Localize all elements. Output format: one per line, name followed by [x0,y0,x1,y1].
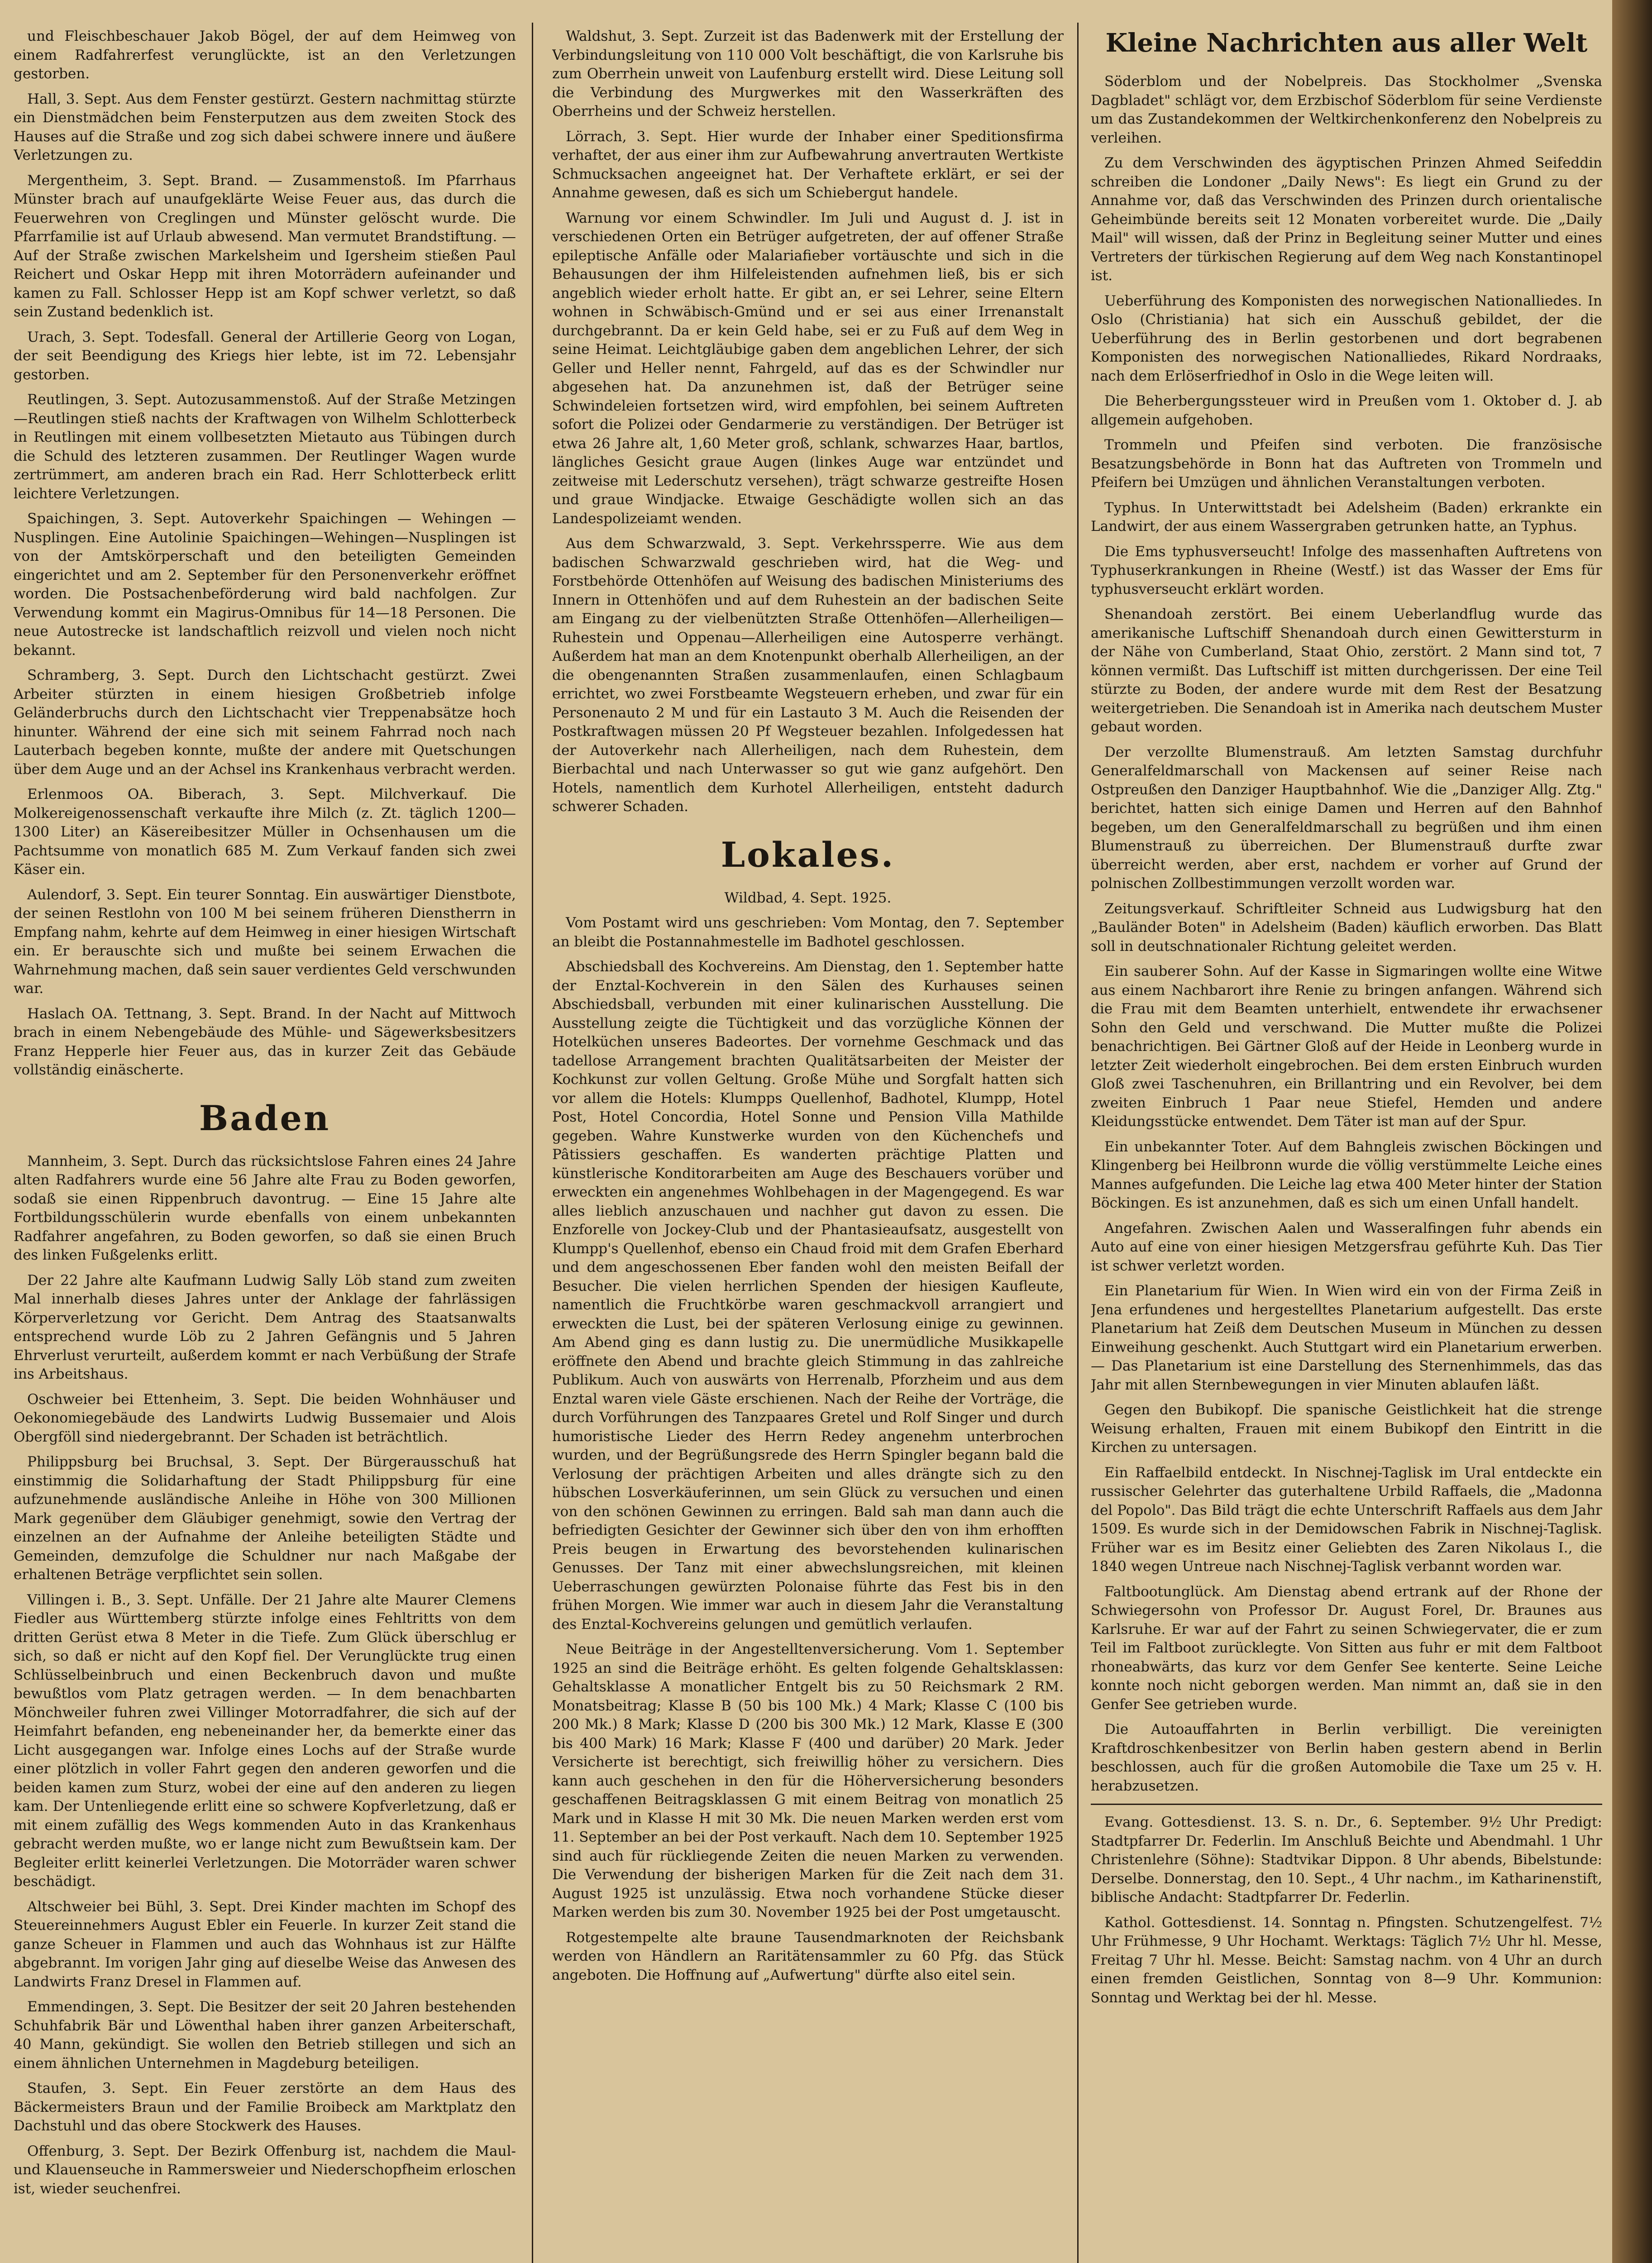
paragraph: Zeitungsverkauf. Schriftleiter Schneid aus Ludwigsburg hat den „Bauländer Boten" in Adelsheim (Baden) käuflich erworben. Das Blatt soll in deutschnationaler Richtung geleitet werden. [1091,900,1602,955]
paragraph: Die Autoauffahrten in Berlin verbilligt. Die vereinigten Kraftdroschkenbesitzer von Berlin haben gestern abend in Berlin beschlossen, auch für die großen Automobile die Taxe um 25 v. H. herabzusetzen. [1091,1721,1602,1794]
paragraph: Ein Raffaelbild entdeckt. In Nischnej-Taglisk im Ural entdeckte ein russischer Gelehrter das guterhaltene Urbild Raffaels, die „Madonna del Popolo". Das Bild trägt die echte Unterschrift Raffaels aus dem Jahr 1509. Es wurde sich in der Demidowschen Fabrik in Nischnej-Taglisk. Früher war es im Besitz einer Geliebten des Zaren Nikolaus I., die 1840 wegen Untreue nach Nischnej-Taglisk verbannt worden war. [1091,1464,1602,1575]
paragraph: Söderblom und der Nobelpreis. Das Stockholmer „Svenska Dagbladet" schlägt vor, dem Erzbischof Söderblom für seine Verdienste um das Zustandekommen der Weltkirchenkonferenz den Nobelpreis zu verleihen. [1091,73,1602,146]
church-notices [1091,1813,1602,2007]
paragraph: Ein Planetarium für Wien. In Wien wird ein von der Firma Zeiß in Jena erfundenes und hergestelltes Planetarium aufgestellt. Das erste Planetarium hat Zeiß dem Deutschen Museum in München zu dessen Einweihung geschenkt. Auch Stuttgart wird ein Planetarium erwerben. — Das Planetarium ist eine Darstellung des Sternenhimmels, das das Jahr mit allen Sternbewegungen in vier Minuten ablaufen läßt. [1091,1283,1602,1393]
paragraph: Mergentheim, 3. Sept. Brand. — Zusammenstoß. Im Pfarrhaus Münster brach auf unaufgeklärte Weise Feuer aus, das durch die Feuerwehren von Creglingen und Münster gelöscht wurde. Die Pfarrfamilie ist auf Urlaub abwesend. Man vermutet Brandstiftung. — Auf der Straße zwischen Markelsheim und Igersheim stießen Paul Reichert und Oskar Hepp mit ihren Motorrädern aufeinander und kamen zu Fall. Schlosser Hepp ist am Kopf schwer verletzt, so daß sein Zustand bedenklich ist. [14,172,516,320]
paragraph: Gegen den Bubikopf. Die spanische Geistlichkeit hat die strenge Weisung erhalten, Frauen mit einem Bubikopf den Eintritt in die Kirchen zu untersagen. [1091,1402,1602,1456]
paragraph: Die Beherbergungssteuer wird in Preußen vom 1. Oktober d. J. ab allgemein aufgehoben. [1091,393,1602,428]
column-rule [1077,23,1079,2263]
paragraph: Aus dem Schwarzwald, 3. Sept. Verkehrssperre. Wie aus dem badischen Schwarzwald geschrieben wird, hat die Weg- und Forstbehörde Ottenhöfen auf Weisung des badischen Ministeriums des Innern in Ottenhöfen und auf dem Ruhestein an der badischen Seite am Eingang zu der vielbenützten Straße Ottenhöfen—Allerheiligen—Ruhestein und Oppenau—Allerheiligen eine Autosperre verhängt. Außerdem hat man an dem Knotenpunkt oberhalb Allerheiligen, an der die obengenannten Straßen zusammenlaufen, einen Schlagbaum errichtet, wo zwei Forstbeamte Wegsteuern erheben, und zwar für ein Personenauto 2 M und für ein Lastauto 3 M. Auch die Reisenden der Postkraftwagen müssen 20 Pf Wegsteuer bezahlen. Infolgedessen hat der Autoverkehr nach Allerheiligen, nach dem Ruhestein, dem Bierbachtal und nach Unterwasser so gut wie ganz aufgehört. Den Hotels, namentlich dem Kurhotel Allerheiligen, entsteht dadurch schwerer Schaden. [552,535,1064,815]
paragraph: Faltbootunglück. Am Dienstag abend ertrank auf der Rhone der Schwiegersohn von Professor Dr. August Forel, Dr. Braunes aus Karlsruhe. Er war auf der Fahrt zu seinen Schwiegervater, die er zum Teil im Faltboot zurücklegte. Von Sitten aus fuhr er mit dem Faltboot rhoneabwärts, das kurz vor dem Genfer See kenterte. Seine Leiche konnte noch nicht geborgen werden. Man nimmt an, daß sie in den Genfer See getrieben wurde. [1091,1583,1602,1713]
paragraph: Ein unbekannter Toter. Auf dem Bahngleis zwischen Böckingen und Klingenberg bei Heilbronn wurde die völlig verstümmelte Leiche eines Mannes aufgefunden. Die Leiche lag etwa 400 Meter hinter der Station Böckingen. Es ist anzunehmen, daß es sich um einen Unfall handelt. [1091,1138,1602,1211]
paragraph: Abschiedsball des Kochvereins. Am Dienstag, den 1. September hatte der Enztal-Kochverein in den Sälen des Kurhauses seinen Abschiedsball, verbunden mit einer kulinarischen Ausstellung. Die Ausstellung zeigte die Tüchtigkeit und das vorzügliche Können der Hotelküchen unseres Badeortes. Der vornehme Geschmack und das tadellose Arrangement brachten Qualitätsarbeiten der Meister der Kochkunst zur vollen Geltung. Große Mühe und Sorgfalt hatten sich vor allem die Hotels: Klumpps Quellenhof, Badhotel, Klumpp, Hotel Post, Hotel Concordia, Hotel Sonne und Pension Villa Mathilde gegeben. Wahre Kunstwerke wurden von den Küchenchefs und Pâtissiers geschaffen. Es wanderten prächtige Platten und künstlerische Konditorarbeiten am Auge des Beschauers vorüber und erweckten ein angenehmes Wohlbehagen in der Magengegend. Es war alles lieblich anzuschauen und nachher gut davon zu essen. Die Enzforelle von Jockey-Club und der Phantasieaufsatz, ausgestellt von Klumpp's Quellenhof, ebenso ein Chaud froid mit dem Grafen Eberhard und dem angeschossenen Eber fanden wohl den meisten Beifall der Besucher. Die vielen herrlichen Spenden der hiesigen Kaufleute, namentlich die Fruchtkörbe waren geschmackvoll arrangiert und erweckten die Lust, bei der späteren Verlosung einige zu gewinnen. Am Abend ging es dann lustig zu. Die unermüdliche Musikkapelle eröffnete den Abend und brachte gleich Stimmung in das zahlreiche Publikum. Auch von auswärts von Herrenalb, Pforzheim und aus dem Enztal waren viele Gäste erschienen. Nach der Reihe der Vorträge, die durch Vorführungen des Tanzpaares Gretel und Rolf Singer und durch humoristische Lieder des Herrn Redey angenehm unterbrochen wurden, und der Begrüßungsrede des Herrn Spingler begann bald die Verlosung der prächtigen Arbeiten und alles drängte sich zu den hübschen Losverkäuferinnen, um sein Glück zu versuchen und einen von den schönen Gewinnen zu erringen. Bald sah man dann auch die befriedigten Gesichter der Gewinner sich über den von ihm erhofften Preis beugen in Erwartung des bevorstehenden kulinarischen Genusses. Der Tanz mit einer abwechslungsreichen, mit kleinen Ueberraschungen gewürzten Polonaise führte das Fest bis in den frühen Morgen. Wie immer war auch in diesem Jahr die Veranstaltung des Enztal-Kochvereins gelungen und gemütlich verlaufen. [552,959,1064,1633]
paragraph: Shenandoah zerstört. Bei einem Ueberlandflug wurde das amerikanische Luftschiff Shenandoah durch einen Gewittersturm in der Nähe von Cumberland, Staat Ohio, zerstört. 2 Mann sind tot, 7 können vermißt. Das Luftschiff ist mitten durchgerissen. Der eine Teil stürzte zu Boden, der andere wurde mit dem Rest der Besatzung weitergetrieben. Die Senandoah ist in Amerika nach deutschem Muster gebaut worden. [1091,606,1602,735]
paragraph: Die Ems typhusverseucht! Infolge des massenhaften Auftretens von Typhuserkrankungen in Rheine (Westf.) ist das Wasser der Ems für typhusverseucht erklärt worden. [1091,543,1602,597]
column-middle [552,27,1064,2263]
paragraph: und Fleischbeschauer Jakob Bögel, der auf dem Heimweg von einem Radfahrerfest verunglückte, ist an den Verletzungen gestorben. [14,28,516,82]
paragraph: Lörrach, 3. Sept. Hier wurde der Inhaber einer Speditionsfirma verhaftet, der aus einer ihm zur Aufbewahrung anvertrauten Wertkiste Schmucksachen angeeignet hat. Der Verhaftete erklärt, er sei der Annahme gewesen, daß es sich um Schiebergut handele. [552,128,1064,201]
paragraph: Schramberg, 3. Sept. Durch den Lichtschacht gestürzt. Zwei Arbeiter stürzten in einem hiesigen Großbetrieb infolge Geländerbruchs durch den Lichtschacht vier Treppenabsätze hoch hinunter. Während der eine sich mit seinem Fahrrad noch nach Lauterbach begeben konnte, mußte der andere mit Quetschungen über dem Auge und an der Achsel ins Krankenhaus verbracht werden. [14,667,516,778]
paragraph: Haslach OA. Tettnang, 3. Sept. Brand. In der Nacht auf Mittwoch brach in einem Nebengebäude des Mühle- und Sägewerksbesitzers Franz Hepperle hier Feuer aus, das in kurzer Zeit das Gebäude vollständig einäscherte. [14,1005,516,1078]
paragraph: Zu dem Verschwinden des ägyptischen Prinzen Ahmed Seifeddin schreiben die Londoner „Daily News": Es liegt ein Grund zu der Annahme vor, daß das Verschwinden des Prinzen durch orientalische Geheimbünde bereits seit 12 Monaten vorbereitet wurde. Die „Daily Mail" will wissen, daß der Prinz in Begleitung seiner Mutter und eines Vertreters der türkischen Regierung auf dem Weg nach Konstantinopel ist. [1091,155,1602,284]
notice-catholic: Kathol. Gottesdienst. 14. Sonntag n. Pfingsten. Schutzengelfest. 7½ Uhr Frühmesse, 9 Uhr Hochamt. Werktags: Täglich 7½ Uhr hl. Messe, Freitag 7 Uhr hl. Messe. Beicht: Samstag nachm. von 4 Uhr an durch einen fremden Geistlichen, Sonntag von 8—9 Uhr. Kommunion: Sonntag und Werktag bei der hl. Messe. [1091,1914,1602,2006]
paragraph: Aulendorf, 3. Sept. Ein teurer Sonntag. Ein auswärtiger Dienstbote, der seinen Restlohn von 100 M bei seinem früheren Dienstherrn in Empfang nahm, kehrte auf dem Heimweg in einer hiesigen Wirtschaft ein. Er berauschte sich und mußte bei seinem Erwachen die Wahrnehmung machen, daß sein sauer verdientes Geld verschwunden war. [14,886,516,997]
paragraph: Emmendingen, 3. Sept. Die Besitzer der seit 20 Jahren bestehenden Schuhfabrik Bär und Löwenthal haben ihrer ganzen Arbeiterschaft, 40 Mann, gekündigt. Sie wollen den Betrieb stillegen und sich an einem ähnlichen Unternehmen in Magdeburg beteiligen. [14,1999,516,2072]
section-heading: Kleine Nachrichten aus aller Welt [1105,28,1588,58]
paragraph: Vom Postamt wird uns geschrieben: Vom Montag, den 7. September an bleibt die Postannahmestelle im Badhotel geschlossen. [552,915,1064,950]
column-left [14,27,516,2263]
paragraph: Mannheim, 3. Sept. Durch das rücksichtslose Fahren eines 24 Jahre alten Radfahrers wurde eine 56 Jahre alte Frau zu Boden geworfen, sodaß sie einen Rippenbruch davontrug. — Eine 15 Jahre alte Fortbildungsschülerin wurde ebenfalls von einem unbekannten Radfahrer angefahren, zu Boden geworfen, so daß sie einen Bruch des linken Fußgelenks erlitt. [14,1153,516,1263]
paragraph: Waldshut, 3. Sept. Zurzeit ist das Badenwerk mit der Erstellung der Verbindungsleitung von 110 000 Volt beschäftigt, die von Karlsruhe bis zum Oberrhein unweit von Laufenburg erstellt wird. Diese Leitung soll die Verbindung des Murgwerkes mit den Wasserkräften des Oberrheins und der Schweiz herstellen. [552,28,1064,119]
paragraph: Spaichingen, 3. Sept. Autoverkehr Spaichingen — Wehingen — Nusplingen. Eine Autolinie Spaichingen—Wehingen—Nusplingen ist von der Amtskörperschaft und den beteiligten Gemeinden eingerichtet und am 2. September für den Personenverkehr eröffnet worden. Die Postsachenbeförderung wird bald nachfolgen. Zur Verwendung kommt ein Magirus-Omnibus für 14—18 Personen. Die neue Autostrecke ist landschaftlich reizvoll und vielen noch nicht bekannt. [14,511,516,659]
paragraph: Philippsburg bei Bruchsal, 3. Sept. Der Bürgerausschuß hat einstimmig die Solidarhaftung der Stadt Philippsburg für eine aufzunehmende ausländische Anleihe in Höhe von 300 Millionen Mark gegenüber dem Gläubiger genehmigt, sowie den Vertrag der einzelnen an der Aufnahme der Anleihe beteiligten Städte und Gemeinden, demzufolge die Schuldner nur nach Maßgabe der erhaltenen Beträge verpflichtet sein sollen. [14,1454,516,1583]
column-right [1091,27,1602,2263]
paragraph: Warnung vor einem Schwindler. Im Juli und August d. J. ist in verschiedenen Orten ein Betrüger aufgetreten, der auf offener Straße epileptische Anfälle oder Malariafieber vortäuschte und sich in die Behausungen der ihm Hilfeleistenden aufnehmen ließ, bis er sich angeblich wieder erholt hatte. Er gibt an, er sei Lehrer, seine Eltern wohnen in Schwäbisch-Gmünd und er sei aus einer Irrenanstalt durchgebrannt. Da er kein Geld habe, sei er zu Fuß auf dem Weg in seine Heimat. Leichtgläubige gaben dem angeblichen Lehrer, der sich Geller und Heller nennt, Fahrgeld, auf das es der Schwindler nur abgesehen hat. Da anzunehmen ist, daß der Betrüger seine Schwindeleien fortsetzen wird, wird empfohlen, bei seinem Auftreten sofort die Polizei oder Gendarmerie zu verständigen. Der Betrüger ist etwa 26 Jahre alt, 1,60 Meter groß, schlank, schwarzes Haar, bartlos, längliches Gesicht graue Augen (linkes Auge war entzündet und zeitweise mit Lederschutz versehen), trägt schwarze gestreifte Hosen und graue Windjacke. Etwaige Geschädigte wollen sich an das Landespolizeiamt wenden. [552,210,1064,527]
paragraph: Altschweier bei Bühl, 3. Sept. Drei Kinder machten im Schopf des Steuereinnehmers August Ebler ein Feuerle. In kurzer Zeit stand die ganze Scheuer in Flammen und auch das Wohnhaus ist zur Hälfte abgebrannt. Im vorigen Jahr ging auf dieselbe Weise das Anwesen des Landwirts Franz Dresel in Flammen auf. [14,1898,516,1990]
binding-edge [1612,0,1652,2263]
paragraph: Hall, 3. Sept. Aus dem Fenster gestürzt. Gestern nachmittag stürzte ein Dienstmädchen beim Fensterputzen aus dem zweiten Stock des Hauses auf die Straße und zog sich dabei schwere innere und äußere Verletzungen zu. [14,91,516,163]
column-rule [532,23,533,2263]
paragraph: Reutlingen, 3. Sept. Autozusammenstoß. Auf der Straße Metzingen—Reutlingen stieß nachts der Kraftwagen von Wilhelm Schlotterbeck in Reutlingen mit einem vollbesetzten Mietauto aus Tübingen durch die Schuld des letzteren zusammen. Der Reutlinger Wagen wurde zertrümmert, am anderen brach ein Rad. Herr Schlotterbeck erlitt leichtere Verletzungen. [14,391,516,502]
section-heading: Lokales. [721,834,895,875]
section-heading: Baden [199,1098,331,1138]
divider [1091,1804,1602,1805]
paragraph: Der 22 Jahre alte Kaufmann Ludwig Sally Löb stand zum zweiten Mal innerhalb dieses Jahres unter der Anklage der fahrlässigen Körperverletzung vor Gericht. Dem Antrag des Staatsanwalts entsprechend wurde Löb zu 2 Jahren Gefängnis und 5 Jahren Ehrverlust verurteilt, außerdem kommt er nach Verbüßung der Strafe ins Arbeitshaus. [14,1272,516,1382]
paragraph: Rotgestempelte alte braune Tausendmarknoten der Reichsbank werden von Händlern an Raritätensammler zu 60 Pfg. das Stück angeboten. Die Hoffnung auf „Aufwertung" dürfte also eitel sein. [552,1929,1064,1983]
paragraph: Offenburg, 3. Sept. Der Bezirk Offenburg ist, nachdem die Maul- und Klauenseuche in Rammersweier und Niederschopfheim erloschen ist, wieder seuchenfrei. [14,2143,516,2197]
paragraph: Staufen, 3. Sept. Ein Feuer zerstörte an dem Haus des Bäckermeisters Braun und der Familie Broibeck am Marktplatz den Dachstuhl und das obere Stockwerk des Hauses. [14,2080,516,2134]
dateline: Wildbad, 4. Sept. 1925. [724,889,892,906]
paragraph: Erlenmoos OA. Biberach, 3. Sept. Milchverkauf. Die Molkereigenossenschaft verkaufte ihre Milch (z. Zt. täglich 1200—1300 Liter) an Käsereibesitzer Müller in Ochsenhausen um die Pachtsumme von monatlich 685 M. Zum Verkauf fanden sich zwei Käser ein. [14,786,516,878]
notice-evangelical: Evang. Gottesdienst. 13. S. n. Dr., 6. September. 9½ Uhr Predigt: Stadtpfarrer Dr. Federlin. Im Anschluß Beichte und Abendmahl. 1 Uhr Christenlehre (Söhne): Stadtvikar Dippon. 8 Uhr abends, Bibelstunde: Derselbe. Donnerstag, den 10. Sept., 4 Uhr nachm., im Katharinenstift, biblische Andacht: Stadtpfarrer Dr. Federlin. [1091,1814,1602,1905]
paragraph: Neue Beiträge in der Angestelltenversicherung. Vom 1. September 1925 an sind die Beiträge erhöht. Es gelten folgende Gehaltsklassen: Gehaltsklasse A monatlicher Entgelt bis zu 50 Reichsmark 2 RM. Monatsbeitrag; Klasse B (50 bis 100 Mk.) 4 Mark; Klasse C (100 bis 200 Mk.) 8 Mark; Klasse D (200 bis 300 Mk.) 12 Mark, Klasse E (300 bis 400 Mark) 16 Mark; Klasse F (400 und darüber) 20 Mark. Jeder Versicherte ist berechtigt, sich freiwillig höher zu versichern. Dies kann auch geschehen in den für die Höherversicherung besonders geschaffenen Beitragsklassen G mit einem Beitrag von monatlich 25 Mark und in Klasse H mit 30 Mk. Die neuen Marken werden erst vom 11. September an bei der Post verkauft. Nach dem 10. September 1925 sind auch für rückliegende Zeiten die neuen Marken zu verwenden. Die Verwendung der bisherigen Marken für die Zeit nach dem 31. August 1925 ist unzulässig. Etwa noch vorhandene Stücke dieser Marken werden bis zum 30. November 1925 bei der Post umgetauscht. [552,1641,1064,1920]
paragraph: Urach, 3. Sept. Todesfall. General der Artillerie Georg von Logan, der seit Beendigung des Kriegs hier lebte, ist im 72. Lebensjahr gestorben. [14,329,516,383]
paragraph: Typhus. In Unterwittstadt bei Adelsheim (Baden) erkrankte ein Landwirt, der aus einem Wassergraben getrunken hatte, an Typhus. [1091,499,1602,535]
paragraph: Ueberführung des Komponisten des norwegischen Nationalliedes. In Oslo (Christiania) hat sich ein Ausschuß gebildet, der die Ueberführung des in Berlin gestorbenen und dort begrabenen Komponisten des norwegischen Nationalliedes, Rikard Nordraaks, nach dem Erlöserfriedhof in Oslo in die Wege leiten will. [1091,292,1602,384]
paragraph: Ein sauberer Sohn. Auf der Kasse in Sigmaringen wollte eine Witwe aus einem Nachbarort ihre Renie zu bringen anfangen. Während sich die Frau mit dem Beamten unterhielt, entwendete ihr erwachsener Sohn den Geld und verschwand. Die Mutter mußte die Polizei benachrichtigen. Bei Gärtner Gloß auf der Heide in Leonberg wurde in letzter Zeit wiederholt eingebrochen. Bei dem ersten Einbruch wurden Gloß zwei Taschenuhren, ein Brillantring und ein Revolver, bei dem zweiten Einbruch 1 Paar neue Stiefel, Hemden und andere Kleidungsstücke entwendet. Dem Täter ist man auf der Spur. [1091,963,1602,1130]
paragraph: Villingen i. B., 3. Sept. Unfälle. Der 21 Jahre alte Maurer Clemens Fiedler aus Württemberg stürzte infolge eines Fehltritts von dem dritten Gerüst etwa 8 Meter in die Tiefe. Zum Glück überschlug er sich, so daß er nicht auf den Kopf fiel. Der Verunglückte trug einen Schlüsselbeinbruch und einen Beckenbruch davon und mußte bewußtlos vom Platz getragen werden. — In dem benachbarten Mönchweiler fuhren zwei Villinger Motorradfahrer, die sich auf der Heimfahrt befanden, eng nebeneinander her, da bemerkte einer das Licht ausgegangen war. Infolge eines Lochs auf der Straße wurde einer plötzlich in voller Fahrt gegen den anderen geworfen und die beiden kamen zum Sturz, wobei der eine auf den anderen zu liegen kam. Der Untenliegende erlitt eine so schwere Kopfverletzung, daß er mit einem zufällig des Wegs kommenden Auto in das Krankenhaus gebracht werden mußte, wo er lange nicht zum Bewußtsein kam. Der Begleiter erlitt keinerlei Verletzungen. Die Motorräder waren schwer beschädigt. [14,1591,516,1890]
paragraph: Oschweier bei Ettenheim, 3. Sept. Die beiden Wohnhäuser und Oekonomiegebäude des Landwirts Ludwig Bussemaier und Alois Obergföll sind niedergebrannt. Der Schaden ist beträchtlich. [14,1391,516,1445]
paragraph: Der verzollte Blumenstrauß. Am letzten Samstag durchfuhr Generalfeldmarschall von Mackensen auf seiner Reise nach Ostpreußen den Danziger Hauptbahnhof. Wie die „Danziger Allg. Ztg." berichtet, hatten sich einige Damen und Herren auf den Bahnhof begeben, um den Generalfeldmarschall zu begrüßen und ihm einen Blumenstrauß zu überreichen. Der Blumenstrauß durfte zwar überreicht werden, aber erst, nachdem er vorher auf Grund der polnischen Zollbestimmungen verzollt worden war. [1091,744,1602,892]
paragraph: Trommeln und Pfeifen sind verboten. Die französische Besatzungsbehörde in Bonn hat das Auftreten von Trommeln und Pfeifern bei Umzügen und ähnlichen Veranstaltungen verboten. [1091,437,1602,491]
paragraph: Angefahren. Zwischen Aalen und Wasseralfingen fuhr abends ein Auto auf eine von einer hiesigen Metzgersfrau geführte Kuh. Das Tier ist schwer verletzt worden. [1091,1220,1602,1274]
